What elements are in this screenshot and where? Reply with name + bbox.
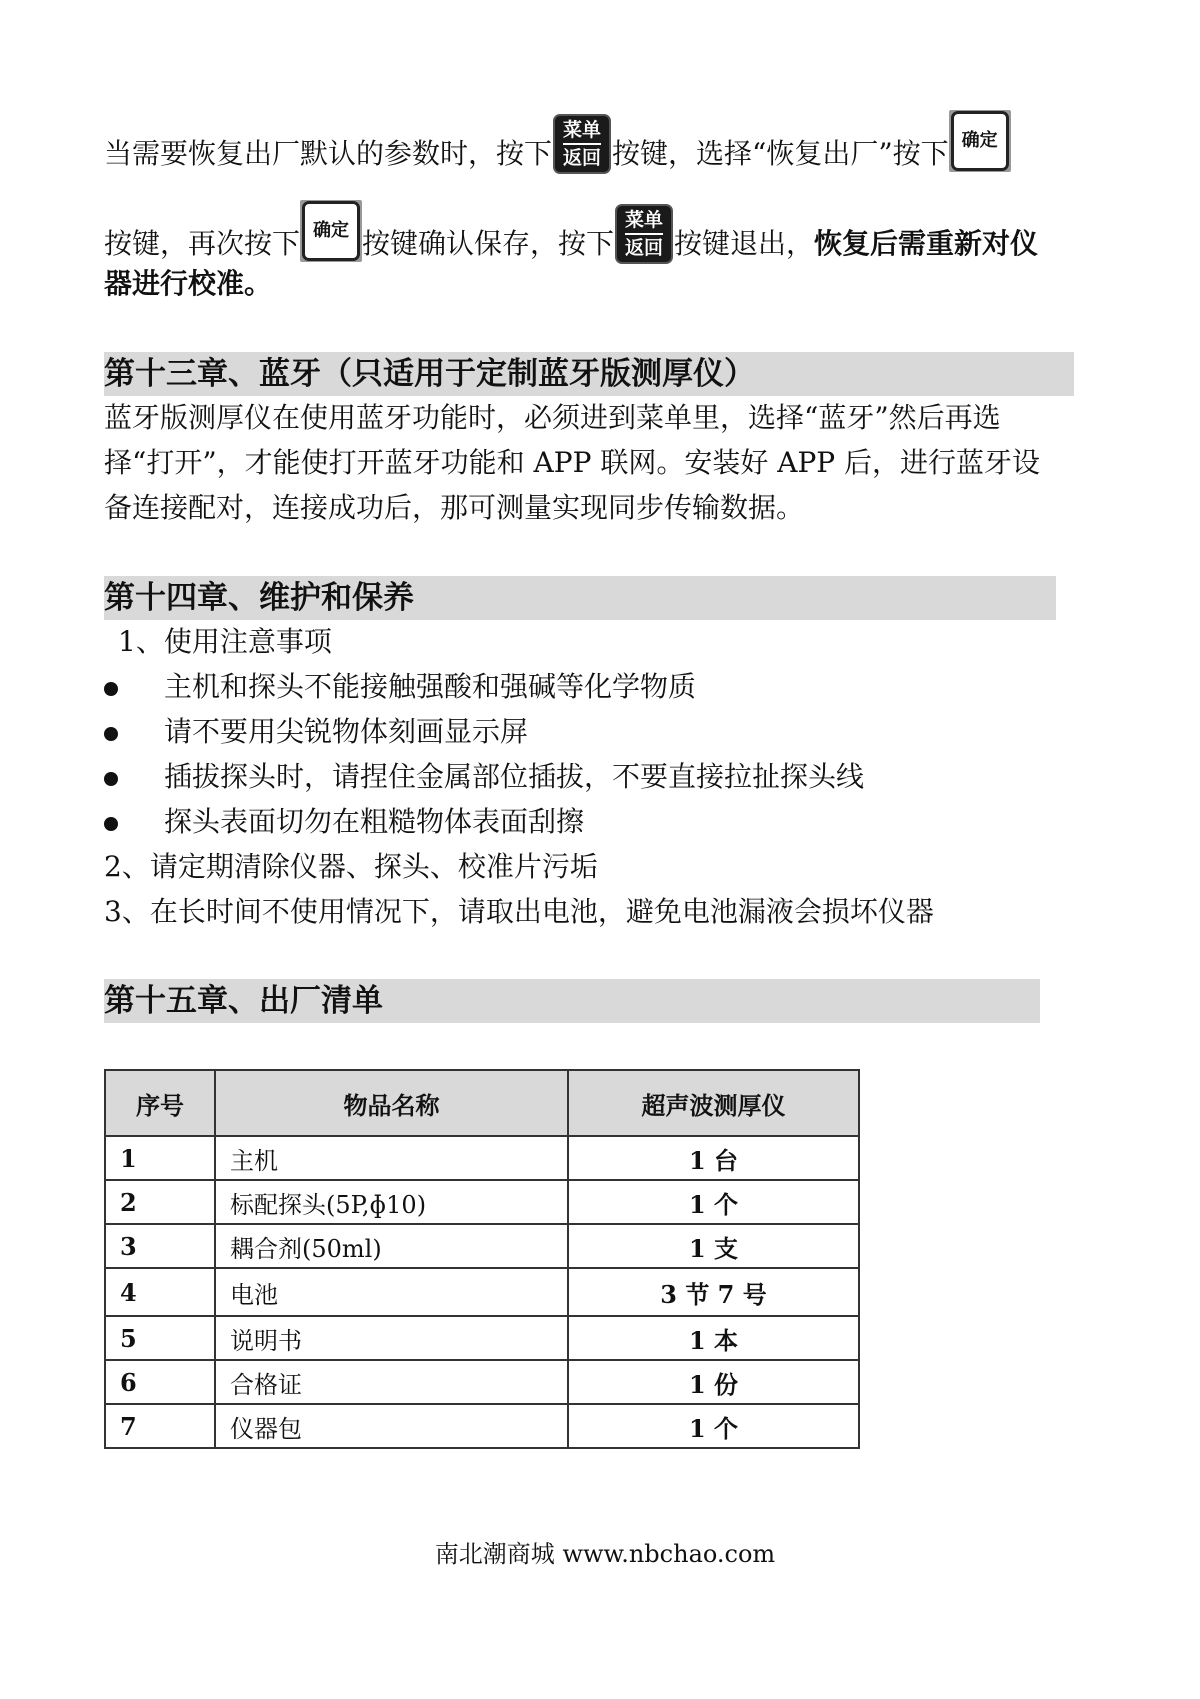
row-index: 3 (105, 1224, 215, 1268)
row-index: 7 (105, 1404, 215, 1448)
row-index: 5 (105, 1316, 215, 1360)
row-item-name: 标配探头(5P,ɸ10) (215, 1180, 568, 1224)
intro-text: 按键确认保存，按下 (362, 227, 615, 260)
menu-return-key-icon: 菜单 返回 (615, 204, 673, 264)
header-item-name: 物品名称 (215, 1070, 568, 1136)
confirm-key-icon: 确定 (951, 111, 1009, 171)
row-item-name: 耦合剂(50ml) (215, 1224, 568, 1268)
maintenance-item-1: 1、使用注意事项 (118, 625, 332, 658)
bullet-item: 主机和探头不能接触强酸和强碱等化学物质 (104, 667, 696, 707)
intro-line-1 (104, 110, 1011, 174)
table-row (105, 1224, 859, 1268)
header-index: 序号 (105, 1070, 215, 1136)
intro-text: 按键，再次按下 (104, 227, 301, 260)
row-index: 2 (105, 1180, 215, 1224)
row-quantity: 1 台 (568, 1136, 859, 1180)
row-index: 4 (105, 1268, 215, 1316)
row-index: 6 (105, 1360, 215, 1404)
menu-return-key-icon: 菜单 返回 (553, 114, 611, 174)
chapter-13-heading: 第十三章、蓝牙（只适用于定制蓝牙版测厚仪） (104, 352, 1074, 396)
row-quantity: 1 个 (568, 1404, 859, 1448)
intro-text: 按键退出， (674, 227, 815, 260)
table-row (105, 1268, 859, 1316)
footer: 南北潮商城 www.nbchao.com (434, 1540, 776, 1568)
chapter-13-line: 备连接配对，连接成功后，那可测量实现同步传输数据。 (104, 491, 805, 524)
intro-line-2 (104, 200, 1038, 264)
bullet-item: 请不要用尖锐物体刻画显示屏 (104, 712, 528, 752)
bullet-item: 插拔探头时，请捏住金属部位插拔，不要直接拉扯探头线 (104, 757, 864, 797)
row-item-name: 说明书 (215, 1316, 568, 1360)
table-row (105, 1180, 859, 1224)
chapter-13-line: 择“打开”，才能使打开蓝牙功能和 APP 联网。安装好 APP 后，进行蓝牙设 (104, 446, 1041, 479)
bullet-icon (104, 727, 118, 741)
bullet-icon (104, 772, 118, 786)
row-index: 1 (105, 1136, 215, 1180)
row-quantity: 1 份 (568, 1360, 859, 1404)
table-row (105, 1316, 859, 1360)
chapter-15-heading: 第十五章、出厂清单 (104, 979, 1040, 1023)
header-quantity: 超声波测厚仪 (568, 1070, 859, 1136)
bullet-icon (104, 682, 118, 696)
bullet-item: 探头表面切勿在粗糙物体表面刮擦 (104, 802, 584, 842)
intro-line-3: 器进行校准。 (104, 267, 273, 300)
packing-list-table (104, 1069, 860, 1449)
row-quantity: 1 支 (568, 1224, 859, 1268)
maintenance-item-3: 3、在长时间不使用情况下，请取出电池，避免电池漏液会损坏仪器 (104, 895, 934, 928)
row-item-name: 合格证 (215, 1360, 568, 1404)
confirm-key-icon: 确定 (302, 201, 360, 261)
bullet-icon (104, 817, 118, 831)
row-quantity: 3 节 7 号 (568, 1268, 859, 1316)
table-row (105, 1136, 859, 1180)
intro-text: 按键，选择“恢复出厂”按下 (612, 137, 949, 170)
table-row (105, 1404, 859, 1448)
chapter-13-line: 蓝牙版测厚仪在使用蓝牙功能时，必须进到菜单里，选择“蓝牙”然后再选 (104, 401, 1001, 434)
row-quantity: 1 个 (568, 1180, 859, 1224)
chapter-14-heading: 第十四章、维护和保养 (104, 576, 1056, 620)
table-header-row (105, 1070, 859, 1136)
intro-text: 当需要恢复出厂默认的参数时，按下 (104, 137, 553, 170)
maintenance-item-2: 2、请定期清除仪器、探头、校准片污垢 (104, 850, 598, 883)
row-item-name: 仪器包 (215, 1404, 568, 1448)
intro-bold-text: 恢复后需重新对仪 (814, 227, 1039, 260)
row-item-name: 主机 (215, 1136, 568, 1180)
row-item-name: 电池 (215, 1268, 568, 1316)
row-quantity: 1 本 (568, 1316, 859, 1360)
table-row (105, 1360, 859, 1404)
